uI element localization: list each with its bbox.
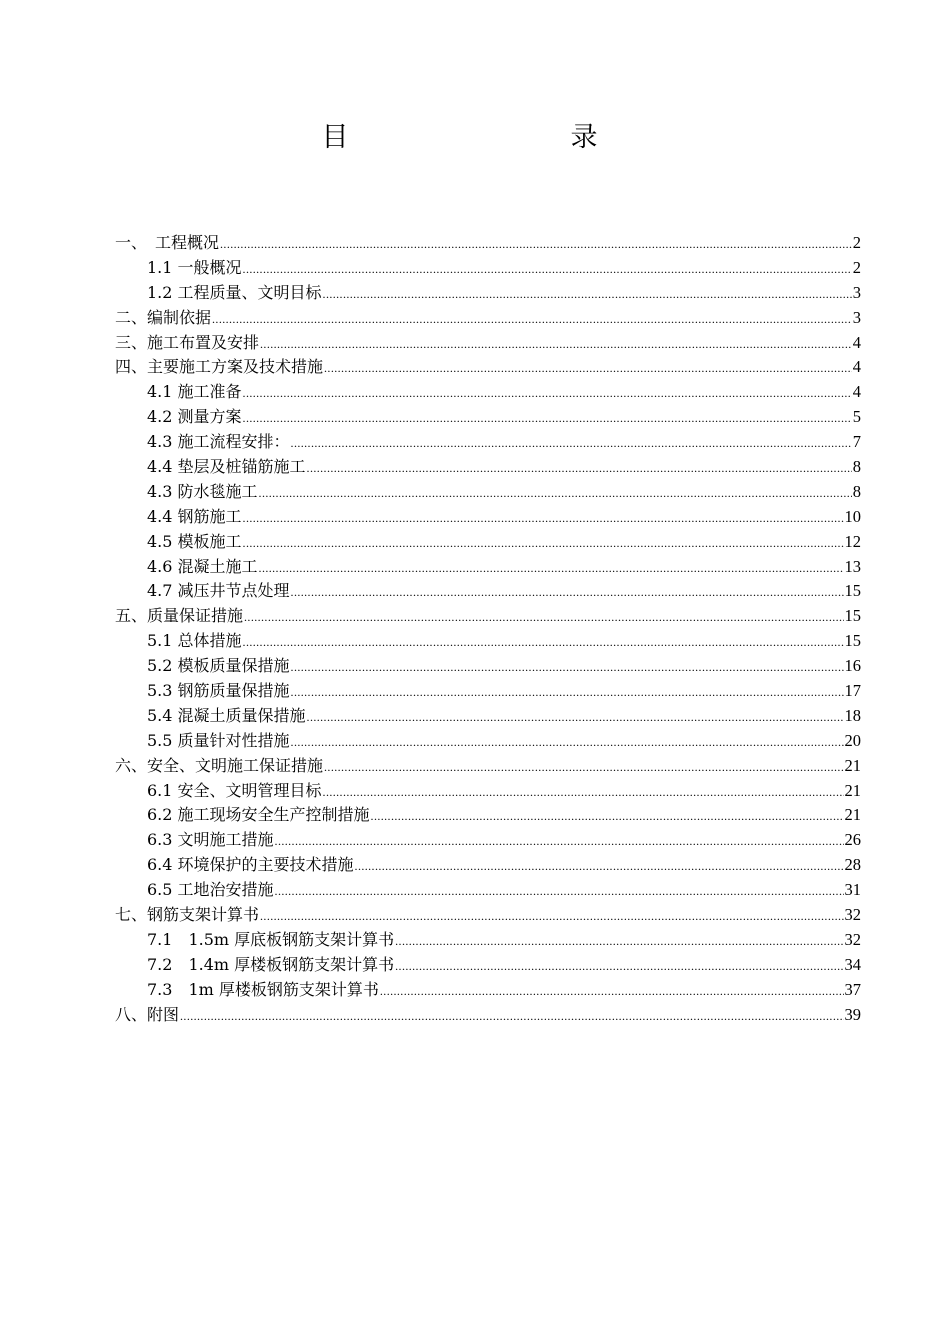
toc-entry[interactable]	[115, 704, 861, 729]
toc-entry-label: 4.6 混凝土施工	[147, 556, 258, 576]
toc-entry-label: 4.2 测量方案	[147, 407, 242, 427]
toc-entry-label: 一、 工程概况	[115, 233, 220, 252]
toc-dot-leader	[380, 979, 844, 1004]
toc-dot-leader	[243, 630, 844, 655]
toc-entry[interactable]	[115, 480, 861, 505]
toc-entry-page-number: 37	[844, 979, 861, 999]
toc-entry[interactable]	[115, 405, 861, 430]
toc-dot-leader	[291, 680, 844, 705]
toc-entry-label: 6.1 安全、文明管理目标	[147, 780, 322, 800]
toc-entry-label: 5.2 模板质量保措施	[147, 656, 290, 676]
toc-entry-page-number: 34	[844, 954, 861, 974]
toc-dot-leader	[260, 332, 852, 357]
toc-entry-page-number: 21	[844, 780, 861, 800]
toc-entry-page-number: 21	[844, 755, 861, 775]
toc-entry-label: 七、钢筋支架计算书	[115, 905, 260, 925]
toc-entry-label: 4.3 防水毯施工	[147, 481, 258, 501]
toc-dot-leader	[244, 605, 843, 630]
toc-dot-leader	[291, 655, 844, 680]
toc-entry-label: 5.4 混凝土质量保措施	[147, 705, 306, 725]
toc-dot-leader	[323, 282, 852, 307]
toc-entry[interactable]	[115, 679, 861, 704]
toc-entry-label: 7.2 1.4m 厚楼板钢筋支架计算书	[147, 954, 395, 974]
toc-entry-label: 五、质量保证措施	[115, 606, 244, 626]
toc-entry[interactable]	[115, 853, 861, 878]
toc-entry[interactable]	[115, 430, 861, 455]
toc-dot-leader	[243, 406, 852, 431]
toc-entry-label: 6.3 文明施工措施	[147, 830, 274, 850]
toc-entry-page-number: 32	[844, 905, 861, 925]
toc-dot-leader	[291, 730, 844, 755]
toc-entry-page-number: 18	[844, 705, 861, 725]
toc-entry[interactable]	[115, 281, 861, 306]
toc-entry-page-number: 21	[844, 805, 861, 825]
toc-dot-leader	[371, 804, 844, 829]
toc-entry[interactable]	[115, 231, 861, 256]
toc-entry[interactable]	[115, 654, 861, 679]
toc-entry-page-number: 3	[852, 307, 861, 327]
toc-entry[interactable]	[115, 953, 861, 978]
toc-entry[interactable]	[115, 803, 861, 828]
toc-entry-label: 7.1 1.5m 厚底板钢筋支架计算书	[147, 929, 395, 949]
toc-entry-label: 4.3 施工流程安排：	[147, 432, 290, 452]
toc-entry-page-number: 4	[852, 332, 861, 352]
page-title: 目 录	[321, 122, 654, 153]
toc-entry-page-number: 39	[844, 1004, 861, 1024]
toc-entry-label: 6.4 环境保护的主要技术措施	[147, 855, 354, 875]
toc-entry[interactable]	[115, 779, 861, 804]
toc-dot-leader	[259, 481, 852, 506]
toc-entry-page-number: 2	[852, 233, 861, 252]
toc-entry[interactable]	[115, 604, 861, 629]
toc-entry-label: 6.2 施工现场安全生产控制措施	[147, 805, 370, 825]
toc-entry-label: 5.5 质量针对性措施	[147, 730, 290, 750]
toc-entry-page-number: 26	[844, 830, 861, 850]
toc-dot-leader	[259, 556, 844, 581]
toc-entry[interactable]	[115, 505, 861, 530]
toc-dot-leader	[395, 929, 843, 954]
toc-dot-leader	[307, 705, 844, 730]
toc-entry-label: 六、安全、文明施工保证措施	[115, 755, 324, 775]
toc-entry[interactable]	[115, 331, 861, 356]
toc-entry-label: 6.5 工地治安措施	[147, 880, 274, 900]
toc-entry[interactable]	[115, 754, 861, 779]
toc-dot-leader	[324, 356, 852, 381]
toc-entry-label: 三、施工布置及安排	[115, 332, 260, 352]
toc-dot-leader	[243, 506, 844, 531]
toc-entry-page-number: 12	[844, 531, 861, 551]
toc-dot-leader	[291, 431, 852, 456]
toc-dot-leader	[291, 580, 844, 605]
toc-entry[interactable]	[115, 530, 861, 555]
toc-entry-page-number: 8	[852, 457, 861, 477]
toc-entry-label: 1.2 工程质量、文明目标	[147, 282, 322, 302]
toc-dot-leader	[220, 232, 852, 257]
toc-entry[interactable]	[115, 729, 861, 754]
toc-entry[interactable]	[115, 878, 861, 903]
toc-entry-label: 4.5 模板施工	[147, 531, 242, 551]
toc-entry-label: 4.4 垫层及桩锚筋施工	[147, 457, 306, 477]
toc-dot-leader	[243, 531, 844, 556]
toc-entry[interactable]	[115, 555, 861, 580]
toc-entry-page-number: 31	[844, 880, 861, 900]
toc-dot-leader	[212, 307, 852, 332]
toc-dot-leader	[243, 381, 852, 406]
toc-entry-page-number: 16	[844, 656, 861, 676]
toc-entry-label: 4.1 施工准备	[147, 382, 242, 402]
toc-entry[interactable]	[115, 355, 861, 380]
toc-entry-page-number: 8	[852, 481, 861, 501]
toc-entry-label: 1.1 一般概况	[147, 257, 242, 277]
toc-dot-leader	[243, 257, 852, 282]
toc-entry-label: 4.4 钢筋施工	[147, 506, 242, 526]
toc-entry-label: 5.3 钢筋质量保措施	[147, 681, 290, 701]
toc-dot-leader	[180, 1004, 843, 1029]
toc-entry-page-number: 10	[844, 506, 861, 526]
toc-entry-page-number: 4	[852, 382, 861, 402]
toc-entry-page-number: 15	[844, 581, 861, 601]
toc-dot-leader	[260, 904, 843, 929]
toc-entry-page-number: 3	[852, 282, 861, 302]
toc-entry[interactable]	[115, 306, 861, 331]
toc-entry-label: 四、主要施工方案及技术措施	[115, 357, 324, 377]
toc-entry[interactable]	[115, 629, 861, 654]
toc-dot-leader	[307, 456, 852, 481]
toc-entry[interactable]	[115, 978, 861, 1003]
toc-entry-page-number: 4	[852, 357, 861, 377]
toc-entry[interactable]	[115, 1003, 861, 1028]
toc-entry-page-number: 28	[844, 855, 861, 875]
toc-dot-leader	[275, 879, 844, 904]
toc-entry-label: 5.1 总体措施	[147, 631, 242, 651]
toc-entry-page-number: 15	[844, 606, 861, 626]
toc-entry[interactable]	[115, 455, 861, 480]
toc-entry-page-number: 2	[852, 257, 861, 277]
toc-entry[interactable]	[115, 928, 861, 953]
toc-entry-label: 4.7 减压井节点处理	[147, 581, 290, 601]
toc-entry[interactable]	[115, 828, 861, 853]
toc-dot-leader	[324, 755, 843, 780]
toc-entry-page-number: 5	[852, 407, 861, 427]
toc-entry-page-number: 32	[844, 929, 861, 949]
toc-dot-leader	[323, 780, 844, 805]
toc-entry[interactable]	[115, 903, 861, 928]
toc-entry-page-number: 13	[844, 556, 861, 576]
toc-entry[interactable]	[115, 256, 861, 281]
table-of-contents	[115, 231, 861, 1028]
toc-entry-page-number: 7	[852, 432, 861, 452]
toc-entry-page-number: 20	[844, 730, 861, 750]
toc-dot-leader	[275, 829, 844, 854]
toc-dot-leader	[355, 854, 844, 879]
toc-entry-label: 八、附图	[115, 1004, 180, 1024]
toc-entry-label: 二、编制依据	[115, 307, 212, 327]
toc-entry-page-number: 17	[844, 681, 861, 701]
toc-entry-label: 7.3 1m 厚楼板钢筋支架计算书	[147, 979, 379, 999]
toc-dot-leader	[395, 954, 843, 979]
toc-entry[interactable]	[115, 579, 861, 604]
toc-entry-page-number: 15	[844, 631, 861, 651]
toc-entry[interactable]	[115, 380, 861, 405]
